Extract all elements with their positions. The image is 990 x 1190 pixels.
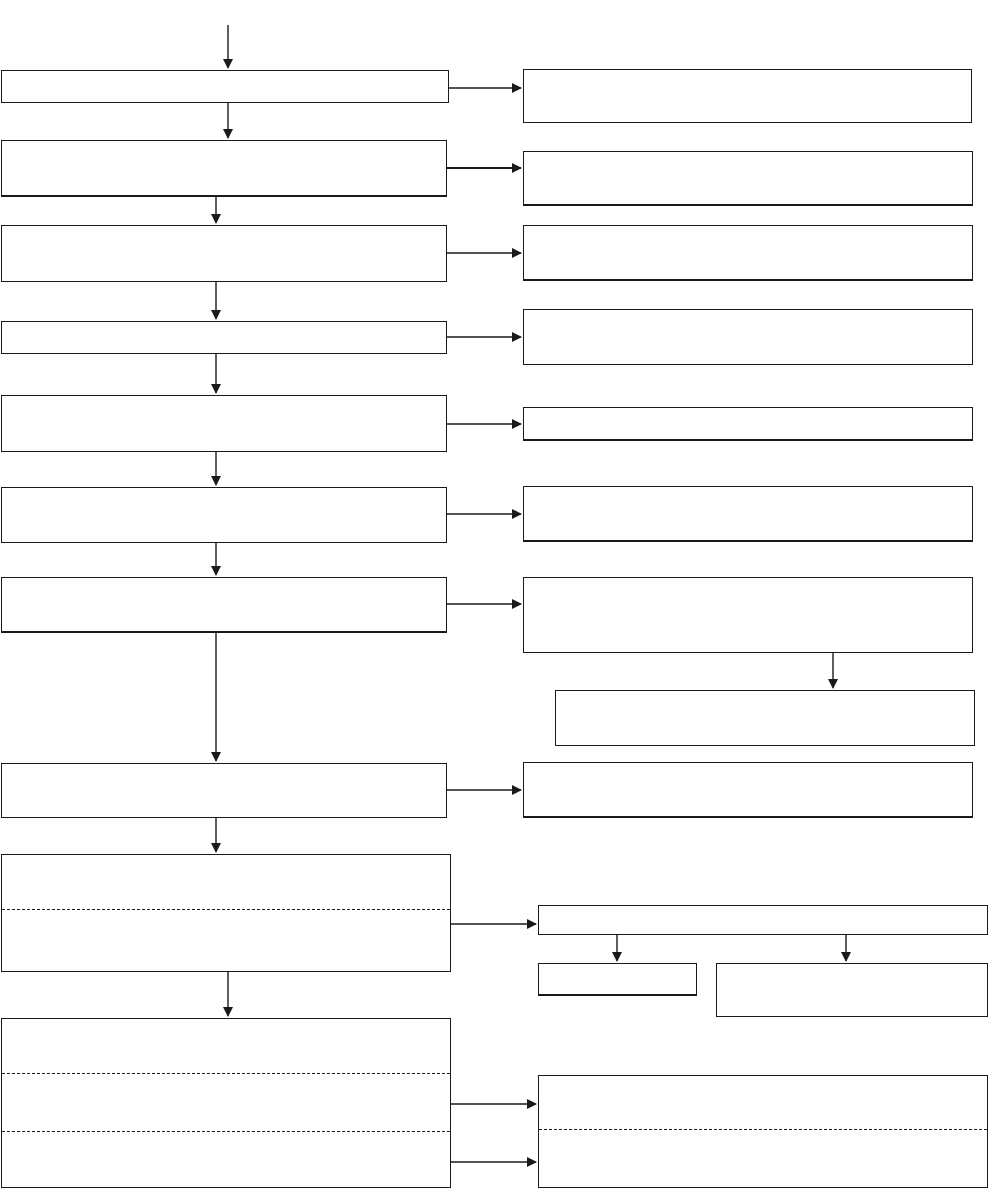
flow-step-7 xyxy=(1,577,447,633)
flow-step-3 xyxy=(1,225,447,282)
outcome-10 xyxy=(538,1075,988,1188)
flow-step-9-section-1 xyxy=(2,855,450,909)
flow-step-9 xyxy=(1,854,451,972)
outcome-7 xyxy=(523,577,973,653)
flow-step-6 xyxy=(1,487,447,543)
flow-step-5 xyxy=(1,395,447,452)
outcome-6 xyxy=(523,486,973,542)
outcome-5 xyxy=(523,407,973,441)
outcome-9-branch-b xyxy=(716,963,988,1017)
flow-step-8 xyxy=(1,763,447,818)
outcome-1 xyxy=(523,69,972,123)
flow-step-10 xyxy=(1,1018,451,1188)
outcome-10-section-1 xyxy=(539,1076,987,1129)
outcome-9-branch-a xyxy=(538,963,697,996)
flow-step-2 xyxy=(1,140,447,197)
outcome-7-followup xyxy=(555,690,975,746)
flow-step-10-section-2 xyxy=(2,1074,450,1131)
outcome-3 xyxy=(523,225,973,281)
outcome-2 xyxy=(523,151,973,206)
flow-step-10-section-1 xyxy=(2,1019,450,1073)
flow-step-10-section-3 xyxy=(2,1132,450,1187)
flow-step-4 xyxy=(1,321,447,354)
outcome-9 xyxy=(538,905,988,935)
outcome-8 xyxy=(523,762,973,818)
outcome-10-section-2 xyxy=(539,1130,987,1187)
outcome-4 xyxy=(523,309,973,365)
flow-step-9-section-2 xyxy=(2,910,450,971)
flow-step-1 xyxy=(1,70,449,103)
